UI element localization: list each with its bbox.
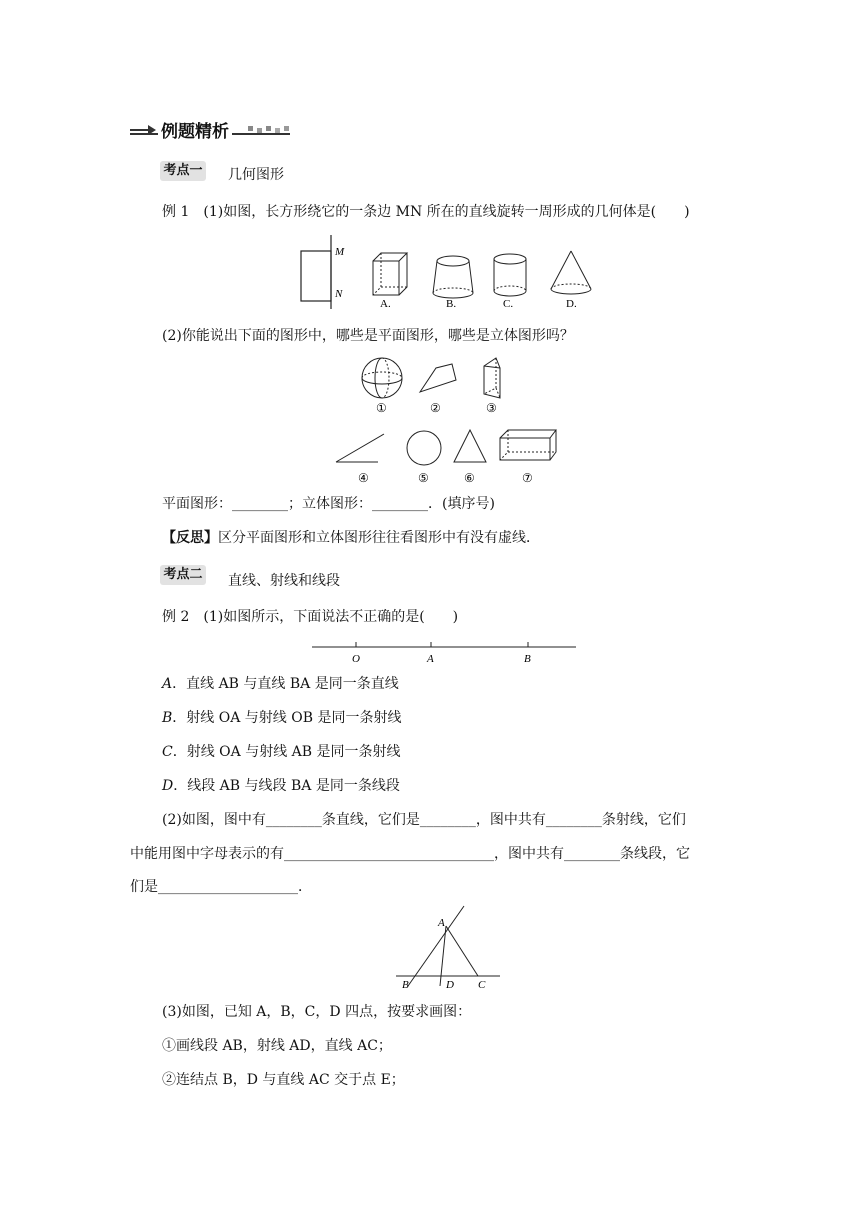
circle-shape bbox=[407, 431, 441, 465]
label-opt-d: D. bbox=[566, 298, 577, 310]
ex1-figure1 bbox=[295, 233, 595, 313]
topic2-title: 直线、射线和线段 bbox=[228, 573, 340, 589]
ex2-q3-item2: ②连结点 B，D 与直线 AC 交于点 E； bbox=[162, 1072, 405, 1088]
triangle-shape bbox=[454, 430, 486, 462]
ex2-option-d bbox=[162, 776, 400, 796]
section-title: 例题精析 bbox=[158, 117, 232, 142]
ex2-option-b bbox=[162, 708, 401, 728]
ex2-question1: 例 2 (1)如图所示，下面说法不正确的是( ) bbox=[162, 609, 459, 625]
tri-label-a: A bbox=[438, 917, 445, 929]
sphere-shape bbox=[362, 358, 402, 398]
topic2-tag: 考点二 bbox=[160, 565, 206, 585]
ex1-question1: 例 1 (1)如图，长方形绕它的一条边 MN 所在的直线旋转一周形成的几何体是( ) bbox=[162, 204, 690, 220]
option-b-text: ．射线 OA 与射线 OB 是同一条射线 bbox=[172, 710, 402, 726]
ex2-triangle-figure bbox=[394, 904, 504, 990]
ex1-figure2 bbox=[328, 354, 568, 486]
angle-shape bbox=[336, 434, 384, 462]
ex2-q2-line2: 中能用图中字母表示的有______________________________，图中共有________条线段，它 bbox=[130, 846, 690, 862]
label-o: O bbox=[352, 653, 360, 665]
tri-label-d: D bbox=[446, 979, 454, 990]
ex2-option-c bbox=[162, 742, 401, 762]
label-opt-a: A. bbox=[380, 298, 391, 310]
tri-label-c: C bbox=[478, 979, 486, 990]
shape-num-1: ① bbox=[376, 401, 387, 415]
ex2-q2-line1: (2)如图，图中有________条直线，它们是________，图中共有________条射线，它们 bbox=[162, 812, 686, 828]
option-d-text: ．线段 AB 与线段 BA 是同一条线段 bbox=[173, 778, 400, 794]
label-m: M bbox=[335, 246, 345, 258]
ex2-question3: (3)如图，已知 A，B，C，D 四点，按要求画图： bbox=[162, 1004, 472, 1020]
quadrilateral-shape bbox=[420, 364, 456, 392]
reflection-text: 区分平面图形和立体图形往往看图形中有没有虚线． bbox=[218, 530, 540, 546]
shape-num-6: ⑥ bbox=[464, 471, 475, 485]
ex2-q3-item1: ①画线段 AB，射线 AD，直线 AC； bbox=[162, 1038, 392, 1054]
label-a: A bbox=[427, 653, 434, 665]
option-c-letter: C bbox=[162, 744, 173, 760]
option-d-letter: D bbox=[162, 778, 174, 794]
topic1-tag: 考点一 bbox=[160, 161, 206, 181]
ex2-q2-line3: 们是____________________． bbox=[130, 879, 312, 895]
tri-label-b: B bbox=[402, 979, 409, 990]
label-b: B bbox=[524, 653, 531, 665]
shape-num-5: ⑤ bbox=[418, 471, 429, 485]
shape-num-2: ② bbox=[430, 401, 441, 415]
option-c-text: ．射线 OA 与射线 AB 是同一条射线 bbox=[172, 744, 401, 760]
topic1-title: 几何图形 bbox=[228, 167, 284, 183]
prism-shape bbox=[484, 358, 500, 398]
ex1-question2: (2)你能说出下面的图形中，哪些是平面图形，哪些是立体图形吗？ bbox=[162, 328, 574, 344]
label-opt-b: B. bbox=[446, 298, 457, 310]
ex1-answer-line: 平面图形：________；立体图形：________．(填序号) bbox=[162, 496, 495, 512]
ex2-option-a bbox=[162, 674, 399, 694]
shape-num-3: ③ bbox=[486, 401, 497, 415]
option-a-letter: A bbox=[162, 676, 173, 692]
section-header bbox=[130, 117, 295, 142]
option-a-text: ．直线 AB 与直线 BA 是同一条直线 bbox=[172, 676, 399, 692]
shape-num-7: ⑦ bbox=[522, 471, 533, 485]
cuboid-shape bbox=[500, 430, 556, 460]
reflection-label: 【反思】 bbox=[162, 530, 218, 546]
shape-num-4: ④ bbox=[358, 471, 369, 485]
label-opt-c: C. bbox=[503, 298, 514, 310]
option-b-letter: B bbox=[162, 710, 173, 726]
label-n: N bbox=[335, 288, 343, 300]
ex2-line-figure bbox=[310, 638, 580, 668]
ex1-reflection bbox=[162, 528, 540, 548]
